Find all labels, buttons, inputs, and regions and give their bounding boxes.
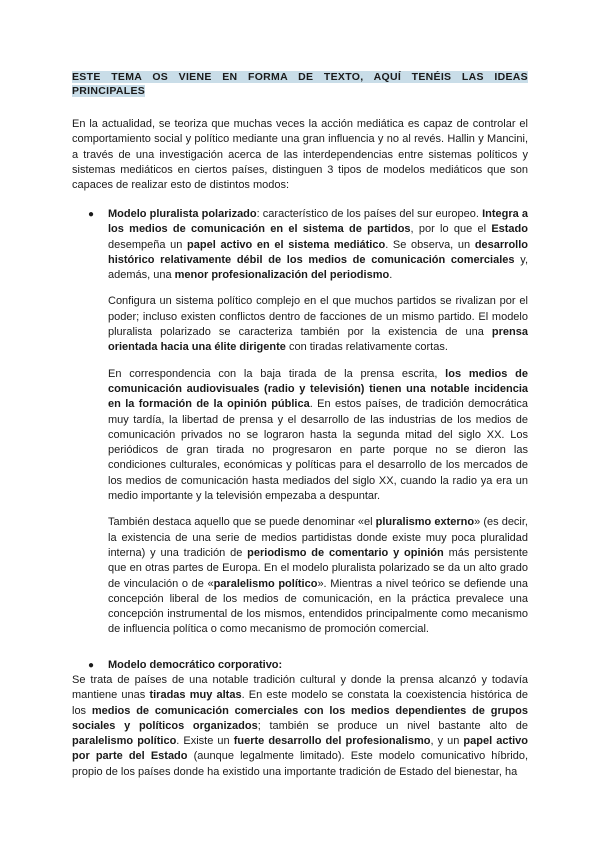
title-highlight: ESTE TEMA OS VIENE EN FORMA DE TEXTO, AQUÍ TENÉIS LAS IDEAS PRINCIPALES — [72, 71, 528, 97]
text-run: (aunque legalmente limitado). Este modelo comunicativo híbrido, propio de los países donde ha existido una importante tradición de Estado del bienestar, ha — [72, 750, 528, 778]
page-title — [72, 70, 528, 98]
text-run: y, además, una — [108, 253, 529, 282]
bold-text: menor profesionalización del periodismo — [174, 269, 390, 282]
bold-text: Modelo pluralista polarizado — [108, 208, 257, 220]
text-run: . En estos países, de tradición democrática muy tardía, la libertad de prensa y el desarrollo de las industrias de los medios de comunicación privados no se lograron hasta la segunda mitad del siglo XX. Los periódicos de gran tirada no progresaron en parte porque no se dieron las condiciones culturales, económicas y políticas para el desarrollo de los mercados de los medios de comunicación hasta mediados del siglo XX, cuando la radio ya era un medio importante y la televisión empezaba a despuntar. — [108, 398, 528, 503]
text-run: , por lo que el — [410, 223, 492, 236]
text-run: Configura un sistema político complejo en el que muchos partidos se rivalizan por el poder; incluso existen conflictos dentro de facciones de un mismo partido. El modelo pluralista polarizado se caracteriza también por la existencia de una — [108, 295, 528, 339]
bold-text: paralelismo político — [213, 577, 318, 590]
bold-text: fuerte desarrollo del profesionalismo — [233, 735, 431, 748]
section-heading: Modelo democrático corporativo: — [108, 659, 283, 671]
bold-text: desarrollo histórico relativamente débil de los medios de comunicación comerciales — [108, 238, 528, 266]
bold-text: pluralismo externo — [375, 516, 475, 529]
bullet-icon: ● — [88, 209, 95, 220]
text-run: : característico de los países del sur europeo. — [256, 208, 483, 220]
paragraph — [108, 294, 528, 355]
bold-text: medios de comunicación comerciales con los medios dependientes de grupos sociales y políticos organizados — [72, 704, 528, 732]
bold-text: periodismo de comentario y opinión — [247, 546, 444, 559]
text-run: Se trata de países de una notable tradición cultural y donde la prensa alcanzó y todavía mantiene unas — [72, 674, 528, 702]
paragraph — [108, 207, 528, 283]
bold-text: papel activo por parte del Estado — [72, 735, 528, 763]
text-run: También destaca aquello que se puede denominar «el — [108, 516, 376, 529]
bold-text: prensa orientada hacia una élite dirigente — [108, 326, 528, 354]
text-run: . Existe un — [176, 735, 234, 748]
text-run: ». Mientras a nivel teórico se defiende una concepción liberal de los medios de comunicación, en la práctica prevalece una concepción instrumental de los mismos, entendidos principalmente como mecanismo de influencia política o como mecanismo de promoción comercial. — [108, 577, 528, 636]
bold-text: Integra a los medios de comunicación en el sistema de partidos — [108, 208, 528, 236]
text-run: desempeña un — [108, 238, 188, 251]
text-run: , y un — [430, 735, 464, 748]
section-pluralista — [108, 207, 528, 649]
text-run: . — [389, 269, 393, 282]
paragraph — [108, 515, 528, 637]
text-run: » (es decir, la existencia de una serie de medios partidistas donde existe muy poca pluralidad interna) y una tradición de — [108, 516, 528, 559]
text-run: más persistente que en otras partes de Europa. En el modelo pluralista polarizado se da un alto grado de vinculación o de « — [108, 546, 529, 590]
bold-text: paralelismo político — [72, 735, 177, 748]
text-run: En correspondencia con la baja tirada de la prensa escrita, — [108, 367, 446, 380]
text-run: . En este modelo se constata la coexistencia histórica de los — [72, 689, 529, 717]
paragraph — [108, 367, 528, 505]
bold-text: Estado — [491, 223, 528, 236]
paragraph — [72, 673, 528, 780]
intro-paragraph: En la actualidad, se teoriza que muchas veces la acción mediática es capaz de controlar el comportamiento social y político mediante una gran influencia y no al revés. Hallin y Mancini, a través de una investigación acerca de las interdependencias entre sistemas políticos y sistemas mediáticos en ciertos países, distinguen 3 tipos de modelos mediáticos que son capaces de realizar esto de distintos modos: — [72, 118, 528, 192]
bold-text: los medios de comunicación audiovisuales (radio y televisión) tienen una notable incidencia en la formación de la opinión pública — [108, 367, 528, 411]
bullet-icon: ● — [88, 660, 95, 671]
bold-text: tiradas muy altas — [149, 689, 242, 702]
text-run: ; también se produce un nivel bastante alto de — [257, 719, 529, 732]
text-run: con tiradas relativamente cortas. — [285, 341, 448, 354]
text-run: . Se observa, un — [385, 238, 475, 251]
bold-text: papel activo en el sistema mediático — [187, 238, 386, 251]
